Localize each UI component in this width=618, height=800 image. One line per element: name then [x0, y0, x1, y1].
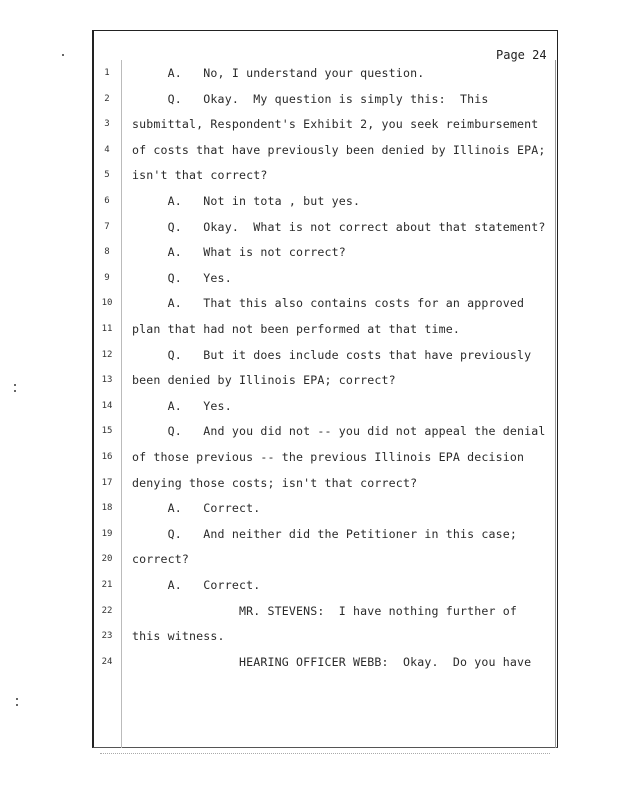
- line-text: submittal, Respondent's Exhibit 2, you seek reimbursement: [132, 117, 539, 132]
- line-text: A. No, I understand your question.: [132, 66, 425, 80]
- line-text: of costs that have previously been denied by Illinois EPA;: [132, 142, 546, 157]
- line-number: 11: [101, 324, 113, 334]
- transcript-line: [0, 271, 618, 291]
- line-number: 12: [101, 349, 113, 360]
- transcript-line: [0, 245, 618, 265]
- transcript-line: [0, 117, 618, 137]
- page-number: Page 24: [496, 48, 547, 62]
- line-text: A. Yes.: [132, 398, 232, 413]
- transcript-line: [0, 168, 618, 188]
- transcript-line: [0, 348, 618, 368]
- line-number: 24: [101, 656, 113, 667]
- line-number: 15: [101, 426, 113, 437]
- line-number: 21: [101, 580, 113, 590]
- line-text: denying those costs; isn't that correct?: [132, 475, 418, 490]
- line-text: been denied by Illinois EPA; correct?: [132, 373, 396, 388]
- line-number: 14: [101, 400, 113, 411]
- line-text: plan that had not been performed at that time.: [132, 322, 460, 336]
- transcript-line: [0, 373, 618, 393]
- line-number: 18: [101, 503, 113, 514]
- line-text: Q. And neither did the Petitioner in this case;: [132, 526, 518, 541]
- transcript-line: [0, 143, 618, 163]
- line-text: Q. And you did not -- you did not appeal the denial: [132, 424, 546, 439]
- transcript-line: [0, 424, 618, 444]
- line-number: 8: [104, 247, 110, 258]
- line-text: Q. Yes.: [132, 270, 232, 285]
- line-text: A. What is not correct?: [132, 245, 346, 260]
- line-number: 13: [101, 375, 113, 386]
- scan-speck: [16, 698, 18, 700]
- line-number: 20: [101, 554, 113, 565]
- line-text: A. Correct.: [132, 501, 261, 516]
- line-number: 1: [104, 68, 110, 78]
- line-number: 2: [104, 93, 110, 104]
- line-text: Q. But it does include costs that have previously: [132, 347, 532, 362]
- line-text: Q. Okay. My question is simply this: This: [132, 91, 489, 106]
- transcript-line: [0, 604, 618, 624]
- transcript-line: [0, 450, 618, 470]
- line-number: 17: [101, 477, 113, 488]
- line-number: 9: [104, 272, 110, 283]
- line-text: MR. STEVENS: I have nothing further of: [132, 603, 518, 618]
- transcript-line: [0, 629, 618, 649]
- line-text: isn't that correct?: [132, 168, 268, 183]
- scan-speck: [14, 390, 16, 392]
- line-number: 23: [101, 631, 113, 642]
- line-number: 5: [104, 170, 110, 181]
- footer-rule: [100, 753, 550, 755]
- line-number: 6: [104, 196, 110, 206]
- transcript-line: [0, 476, 618, 496]
- line-number: 7: [104, 221, 110, 232]
- line-text: this witness.: [132, 629, 225, 644]
- line-number: 19: [101, 528, 113, 539]
- line-number: 16: [101, 452, 113, 462]
- transcript-line: [0, 501, 618, 521]
- line-number: 3: [104, 119, 110, 130]
- scan-speck: [14, 384, 16, 386]
- transcript-line: [0, 220, 618, 240]
- line-number: 22: [101, 605, 113, 616]
- scan-speck: [16, 704, 18, 706]
- line-text: Q. Okay. What is not correct about that statement?: [132, 219, 546, 234]
- transcript-line: [0, 578, 618, 598]
- transcript-line: [0, 552, 618, 572]
- line-text: of those previous -- the previous Illinois EPA decision: [132, 450, 525, 464]
- transcript-line: [0, 66, 618, 86]
- transcript-line: [0, 92, 618, 112]
- transcript-line: [0, 194, 618, 214]
- line-text: HEARING OFFICER WEBB: Okay. Do you have: [132, 654, 532, 669]
- line-number: 10: [101, 298, 113, 309]
- line-number: 4: [104, 144, 110, 155]
- line-text: A. Not in tota , but yes.: [132, 194, 361, 208]
- scan-speck: [62, 54, 64, 56]
- transcript-line: [0, 399, 618, 419]
- transcript-line: [0, 527, 618, 547]
- transcript-line: [0, 296, 618, 316]
- line-text: A. That this also contains costs for an approved: [132, 296, 525, 311]
- line-text: correct?: [132, 552, 190, 567]
- line-text: A. Correct.: [132, 578, 261, 592]
- transcript-line: [0, 322, 618, 342]
- transcript-line: [0, 655, 618, 675]
